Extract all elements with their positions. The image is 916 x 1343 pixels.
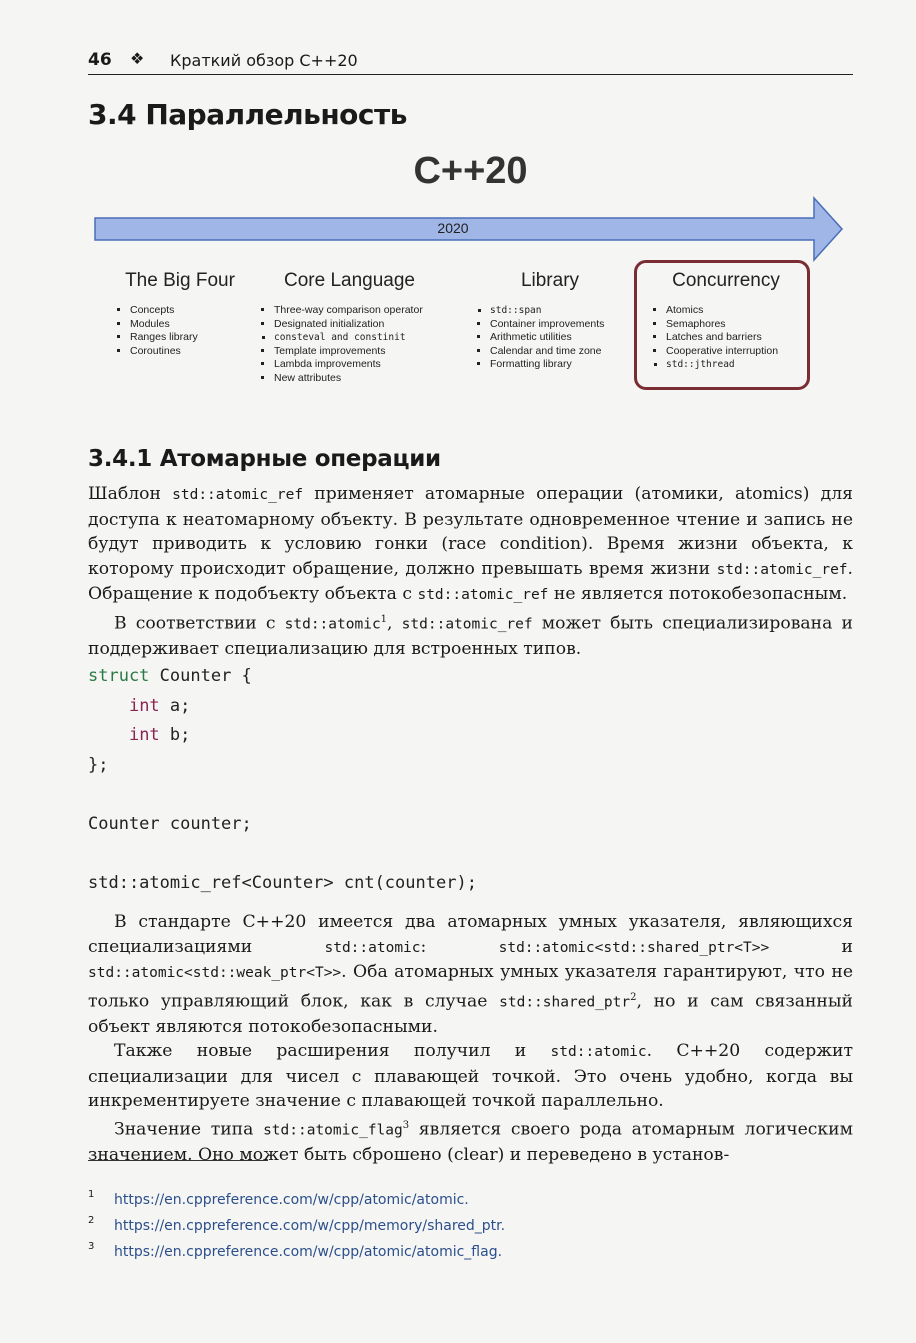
footnote-link[interactable]: https://en.cppreference.com/w/cpp/memory/shared_ptr.: [114, 1218, 506, 1234]
column-big-four: [110, 270, 250, 358]
cpp20-overview-figure: [88, 150, 853, 405]
list-item: ▪ consteval and constinit: [274, 331, 454, 345]
column-heading: Concurrency: [672, 270, 780, 291]
page-number: 46: [88, 50, 112, 70]
section-title: 3.4 Параллельность: [88, 98, 407, 131]
column-heading: Core Language: [284, 270, 415, 291]
footnote-divider: [88, 1160, 268, 1161]
footnote-link[interactable]: https://en.cppreference.com/w/cpp/atomic/atomic_flag.: [114, 1244, 503, 1260]
list-item: ▪ Three-way comparison operator: [274, 304, 454, 318]
column-core-language: [254, 270, 454, 385]
list-item: ▪ Coroutines: [130, 345, 250, 359]
paragraph: Шаблон std::atomic_ref применяет атомарные операции (атомики, atomics) для доступа к неатомарному объекту. В результате одновременное чтение и запись не будут приводить к условию гонки (race condition). Время жизни объекта, к которому происходит обращение, должно превышать время жизни std::atomic_ref. Обращение к подобъекту объекта с std::atomic_ref не является потокобезопасным.: [88, 484, 853, 604]
list-item: ▪ std::span: [490, 304, 630, 318]
list-item: ▪ Template improvements: [274, 345, 454, 359]
list-item: ▪ Container improvements: [490, 318, 630, 332]
list-item: ▪ New attributes: [274, 372, 454, 386]
list-item: ▪ Semaphores: [666, 318, 806, 332]
paragraph: Значение типа std::atomic_flag$^3$ является своего рода атомарным логическим значением. Оно может быть сброшено (clear) и переведено в установ-: [88, 1119, 853, 1165]
subsection-title: 3.4.1 Атомарные операции: [88, 446, 441, 472]
column-heading: Library: [520, 270, 580, 291]
column-concurrency: [646, 270, 806, 372]
list-item: ▪ Concepts: [130, 304, 250, 318]
footnote-link[interactable]: https://en.cppreference.com/w/cpp/atomic/atomic.: [114, 1192, 469, 1208]
ornament-icon: ❖: [130, 49, 145, 68]
list-item: ▪ std::jthread: [666, 358, 806, 372]
column-heading: The Big Four: [125, 270, 235, 291]
body-text-block-1: [88, 482, 853, 661]
list-item: ▪ Atomics: [666, 304, 806, 318]
paragraph: В стандарте C++20 имеется два атомарных умных указателя, являющихся специализациями std::atomic: std::atomic<std::shared_ptr<T>> и std::atomic<std::weak_ptr<T>>. Оба атомарных умных указателя гарантируют, что не только управляющий блок, как в случае std::shared_ptr$^2$, но и сам связанный объект являются потокобезопасными.: [88, 912, 853, 1037]
timeline-year: 2020: [437, 220, 469, 236]
list-item: ▪ Arithmetic utilities: [490, 331, 630, 345]
running-title: Краткий обзор C++20: [170, 51, 358, 70]
body-text-block-2: [88, 910, 853, 1167]
running-header: [88, 48, 853, 75]
list-item: ▪ Calendar and time zone: [490, 345, 630, 359]
list-item: ▪ Formatting library: [490, 358, 630, 372]
list-item: ▪ Designated initialization: [274, 318, 454, 332]
figure-title: C++20: [413, 150, 528, 192]
list-item: ▪ Ranges library: [130, 331, 250, 345]
column-library: [470, 270, 630, 372]
paragraph: Также новые расширения получил и std::atomic. C++20 содержит специализации для чисел с плавающей точкой. Это очень удобно, когда вы инкрементируете значение с плавающей точкой параллельно.: [88, 1041, 853, 1112]
book-page: 46 ❖ Краткий обзор C++20 3.4 Параллельность C++20 2020 The Big Four ▪ Concepts ▪ Modules ▪ Ranges library ▪ Coroutines Core Language ▪ Three-way comparison operator ▪ Designated initialization ▪ consteval and constinit ▪ Template improvements ▪ Lambda improvements ▪ New attributes Library ▪ std::span ▪ Container improvements ▪ Arithmetic utilities ▪ Calendar and time zone ▪ Formatting library Concurrency ▪ Atomics ▪ Semaphores ▪ Latches and barriers ▪ Cooperative interruption ▪ std::jthread 3.4.1 Атомарные операции Шаблон std::atomic_ref применяет атомарные операции (атомики, atomics) для доступа к неатомарному объекту. В результате одновременное чтение и запись не будут приводить к условию гонки (race condition). Время жизни объекта, к которому происходит обращение, должно превышать время жизни std::atomic_ref. Обращение к подобъекту объекта с std::atomic_ref не является потокобезопасным. В соответствии с std::atomic$^1$, std::atomic_ref может быть специализирована и поддерживает специализацию для встроенных типов. struct Counter { int a; int b; }; Counter counter; std::atomic_ref<Counter> cnt(counter); В стандарте C++20 имеется два атомарных умных указателя, являющихся специализациями std::atomic: std::atomic<std::shared_ptr<T>> и std::atomic<std::weak_ptr<T>>. Оба атомарных умных указателя гарантируют, что не только управляющий блок, как в случае std::shared_ptr$^2$, но и сам связанный объект являются потокобезопасными. Также новые расширения получил и std::atomic. C++20 содержит специализации для чисел с плавающей точкой. Это очень удобно, когда вы инкрементируете значение с плавающей точкой параллельно. Значение типа std::atomic_flag$^3$ является своего рода атомарным логическим значением. Оно может быть сброшено (clear) и переведено в установ- 1 https://en.cppreference.com/w/cpp/atomic/atomic. 2 https://en.cppreference.com/w/cpp/memory/shared_ptr. 3 https://en.cppreference.com/w/cpp/atomic/atomic_flag.: [0, 0, 916, 1343]
list-item: ▪ Modules: [130, 318, 250, 332]
list-item: ▪ Latches and barriers: [666, 331, 806, 345]
code-listing: struct Counter { int a; int b; }; Counter counter; std::atomic_ref<Counter> cnt(counter);: [88, 666, 477, 893]
paragraph: В соответствии с std::atomic$^1$, std::atomic_ref может быть специализирована и поддерживает специализацию для встроенных типов.: [88, 613, 853, 659]
list-item: ▪ Cooperative interruption: [666, 345, 806, 359]
list-item: ▪ Lambda improvements: [274, 358, 454, 372]
